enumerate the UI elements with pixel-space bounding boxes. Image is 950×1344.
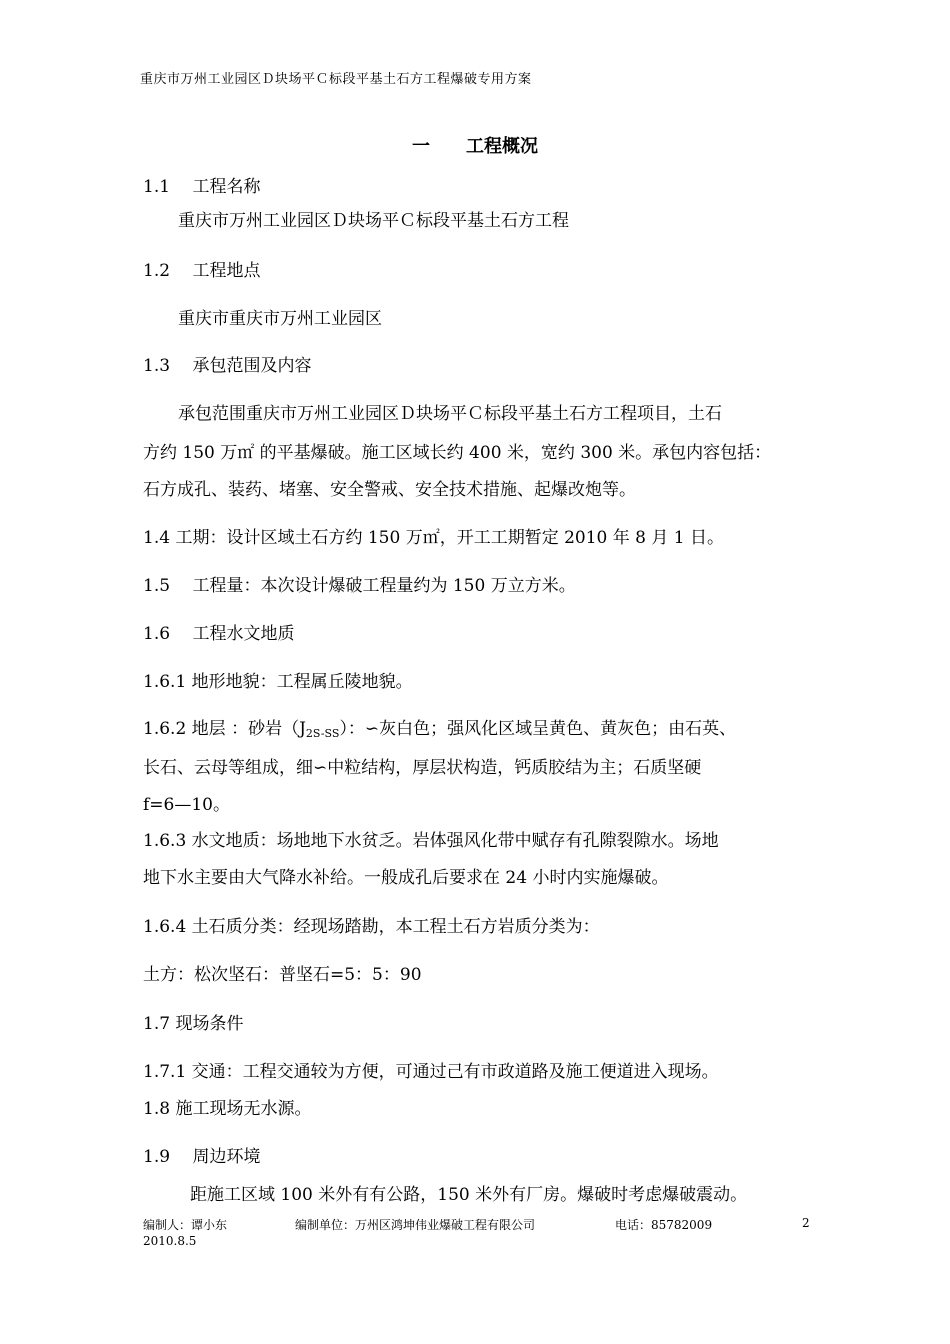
strata-text-b: ）：∽灰白色；强风化区域呈黄色、黄灰色；由石英、	[339, 719, 737, 739]
paragraph-1-6-4-classification: 1.6.4 土石质分类：经现场踏勘，本工程土石方岩质分类为：	[143, 917, 600, 937]
footer-date: 2010.8.5	[143, 1234, 197, 1248]
section-title	[0, 132, 950, 158]
footer-author: 编制人：谭小东	[143, 1218, 228, 1232]
heading-1-7: 1.7 现场条件	[143, 1014, 244, 1034]
paragraph-1-6-2-strata-line-3: f=6—10。	[143, 795, 230, 815]
paragraph-scope-line-3: 石方成孔、装药、堵塞、安全警戒、安全技术措施、起爆改炮等。	[143, 480, 636, 500]
heading-1-1: 1.1 工程名称	[143, 177, 261, 197]
paragraph-1-6-1-terrain: 1.6.1 地形地貌：工程属丘陵地貌。	[143, 672, 413, 692]
paragraph-surroundings: 距施工区域 100 米外有有公路，150 米外有厂房。爆破时考虑爆破震动。	[190, 1185, 748, 1205]
strata-subscript: 2S-SS	[305, 727, 340, 740]
page-header: 重庆市万州工业园区Ｄ块场平Ｃ标段平基土石方工程爆破专用方案	[140, 72, 532, 87]
paragraph-1-5-quantity: 1.5 工程量：本次设计爆破工程量约为 150 万立方米。	[143, 576, 576, 596]
footer-phone: 电话：85782009	[615, 1218, 713, 1232]
strata-text-a: 1.6.2 地层 ：砂岩（J	[143, 719, 306, 739]
paragraph-1-7-1-traffic: 1.7.1 交通：工程交通较为方便，可通过己有市政道路及施工便道进入现场。	[143, 1062, 719, 1082]
paragraph-1-6-3-hydro-line-2: 地下水主要由大气降水补给。一般成孔后要求在 24 小时内实施爆破。	[143, 868, 669, 888]
page-footer	[143, 1216, 712, 1233]
footer-unit: 编制单位：万州区鸿坤伟业爆破工程有限公司	[295, 1218, 536, 1232]
paragraph-project-location: 重庆市重庆市万州工业园区	[178, 309, 382, 329]
paragraph-1-6-2-strata-line-2: 长石、云母等组成，细∽中粒结构，厚层状构造，钙质胶结为主；石质坚硬	[143, 758, 702, 778]
heading-1-3: 1.3 承包范围及内容	[143, 356, 312, 376]
paragraph-1-6-3-hydro-line-1: 1.6.3 水文地质：场地地下水贫乏。岩体强风化带中赋存有孔隙裂隙水。场地	[143, 831, 719, 851]
heading-1-6: 1.6 工程水文地质	[143, 624, 295, 644]
paragraph-1-6-2-strata-line-1	[143, 714, 736, 740]
paragraph-scope-line-2: 方约 150 万㎡ 的平基爆破。施工区域长约 400 米，宽约 300 米。承包内容包括：	[143, 443, 772, 463]
heading-1-2: 1.2 工程地点	[143, 261, 261, 281]
paragraph-project-name: 重庆市万州工业园区Ｄ块场平Ｃ标段平基土石方工程	[178, 211, 569, 231]
heading-1-9: 1.9 周边环境	[143, 1147, 261, 1167]
paragraph-scope-line-1: 承包范围重庆市万州工业园区Ｄ块场平Ｃ标段平基土石方工程项目，土石	[178, 404, 722, 424]
paragraph-1-8-water: 1.8 施工现场无水源。	[143, 1099, 312, 1119]
page-number: 2	[802, 1216, 810, 1230]
section-title-text: 工程概况	[466, 136, 538, 157]
section-number: 一	[412, 136, 430, 157]
paragraph-soil-ratio: 土方：松次坚石：普坚石=5：5：90	[143, 965, 422, 985]
paragraph-1-4-schedule: 1.4 工期：设计区域土石方约 150 万㎡，开工工期暂定 2010 年 8 月 1 日。	[143, 528, 725, 548]
